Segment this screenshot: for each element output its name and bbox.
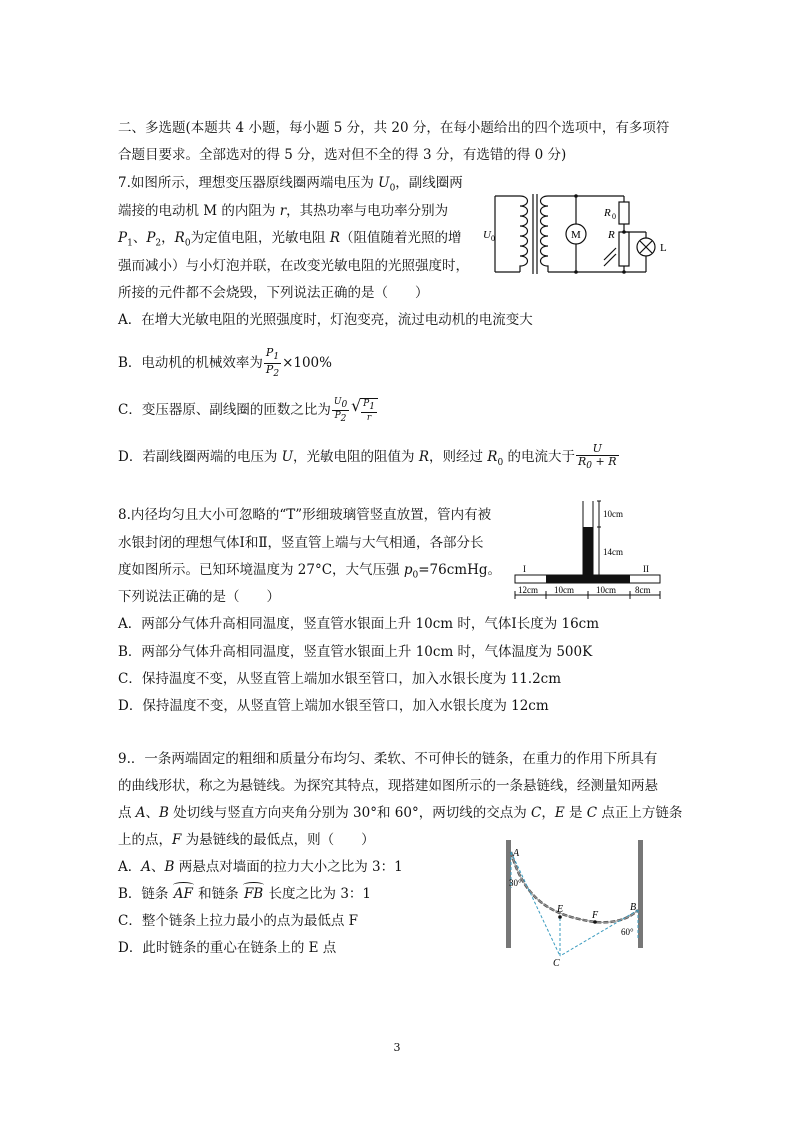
dim-mid-label: 14cm — [603, 547, 623, 557]
q9-line3: 点 A、B 处切线与竖直方向夹角分别为 30°和 60°，两切线的交点为 C，E 是 C 点正上方链条 — [118, 805, 683, 821]
turns-ratio-fraction: $\frac{U_0}{P_2}$ — [333, 397, 348, 424]
q7-option-a: A．在增大光敏电阻的光照强度时，灯泡变亮，流过电动机的电流变大 — [118, 312, 533, 328]
point-a-label: A — [513, 848, 520, 859]
q8-option-a: A．两部分气体升高相同温度，竖直管水银面上升 10cm 时，气体Ⅰ长度为 16cm — [118, 616, 600, 632]
q9-option-c: C．整个链条上拉力最小的点为最低点 F — [118, 913, 358, 929]
current-fraction: $\frac{U}{R_0 + R}$ — [577, 442, 617, 472]
catenary-figure — [500, 838, 650, 968]
gas-2-label: II — [643, 564, 649, 574]
q7-line1: 7.如图所示，理想变压器原线圈两端电压为 $U_0$，副线圈两 — [118, 175, 463, 194]
q8-option-c: C．保持温度不变，从竖直管上端加水银至管口，加入水银长度为 11.2cm — [118, 671, 562, 687]
angle-60-label: 60° — [621, 927, 634, 937]
dim-top-label: 10cm — [603, 509, 623, 519]
u0-sub: 0 — [491, 234, 495, 243]
q9-option-d: D．此时链条的重心在链条上的 E 点 — [118, 940, 337, 956]
q8-option-d: D．保持温度不变，从竖直管上端加水银至管口，加入水银长度为 12cm — [118, 698, 549, 714]
r0-label: R — [604, 207, 611, 219]
page-number: 3 — [393, 1041, 401, 1054]
q8-line4: 下列说法正确的是（ ） — [118, 589, 280, 605]
point-c-label: C — [553, 958, 560, 968]
r0-sub: 0 — [612, 212, 616, 221]
dim-b4-label: 8cm — [635, 585, 651, 595]
q9-line2: 的曲线形状，称之为悬链线。为探究其特点，现搭建如图所示的一条悬链线，经测量知两悬 — [118, 778, 658, 794]
u0-label: U — [483, 229, 491, 241]
q8-line1: 8.内径均匀且大小可忽略的“T”形细玻璃管竖直放置，管内有被 — [118, 507, 492, 523]
dim-b3-label: 10cm — [596, 585, 616, 595]
q7-option-b: B．电动机的机械效率为 $\frac{P_1}{P_2}$ ×100% — [118, 346, 332, 380]
q7-line4: 强而减小）与小灯泡并联，在改变光敏电阻的光照强度时， — [118, 258, 469, 274]
q7-line5: 所接的元件都不会烧毁，下列说法正确的是（ ） — [118, 285, 429, 301]
q9-line1: 9.．一条两端固定的粗细和质量分布均匀、柔软、不可伸长的链条，在重力的作用下所具有 — [118, 751, 658, 767]
dim-b2-label: 10cm — [554, 585, 574, 595]
t-tube-figure — [505, 497, 665, 607]
efficiency-fraction: $\frac{P_1}{P_2}$ — [265, 346, 280, 380]
q7-option-d: D．若副线圈两端的电压为 U，光敏电阻的阻值为 R，则经过 $R_0$ 的电流大于 $\frac{U}{R_0 + R}$ — [118, 442, 617, 472]
q7-line2: 端接的电动机 M 的内阻为 r，其热功率与电功率分别为 — [118, 203, 449, 219]
section-title-line2: 合题目要求。全部选对的得 5 分，选对但不全的得 3 分，有选错的得 0 分) — [118, 147, 567, 163]
q7-option-c: C．变压器原、副线圈的匝数之比为 $\frac{U_0}{P_2}$ √ $\frac{P_1}{r}$ — [118, 397, 378, 424]
transformer-circuit-figure — [480, 188, 675, 278]
gas-1-label: I — [523, 564, 526, 574]
q9-option-a: A．A、B 两悬点对墙面的拉力大小之比为 3：1 — [118, 859, 403, 875]
dim-b1-label: 12cm — [518, 585, 538, 595]
q8-line2: 水银封闭的理想气体Ⅰ和Ⅱ，竖直管上端与大气相通，各部分长 — [118, 535, 484, 551]
q7-line3: $P_1$、$P_2$，$R_0$为定值电阻，光敏电阻 R（阻值随着光照的增 — [118, 230, 462, 249]
q8-option-b: B．两部分气体升高相同温度，竖直管水银面上升 10cm 时，气体温度为 500K — [118, 644, 593, 660]
lamp-label: L — [660, 242, 667, 254]
q9-option-b: B．链条 AF 和链条 FB 长度之比为 3：1 — [118, 886, 371, 902]
section-title-line1: 二、多选题(本题共 4 小题，每小题 5 分，共 20 分，在每小题给出的四个选项中，有多项符 — [118, 120, 670, 136]
point-f-label: F — [592, 910, 599, 921]
point-b-label: B — [630, 902, 637, 913]
q8-line3: 度如图所示。已知环境温度为 27°C，大气压强 $p_0=76cmHg$。 — [118, 562, 502, 581]
r-label: R — [608, 229, 615, 241]
point-e-label: E — [557, 904, 564, 915]
motor-label: M — [571, 229, 581, 241]
angle-30-label: 30° — [509, 878, 522, 888]
q9-line4: 上的点，F 为悬链线的最低点，则（ ） — [118, 832, 375, 848]
